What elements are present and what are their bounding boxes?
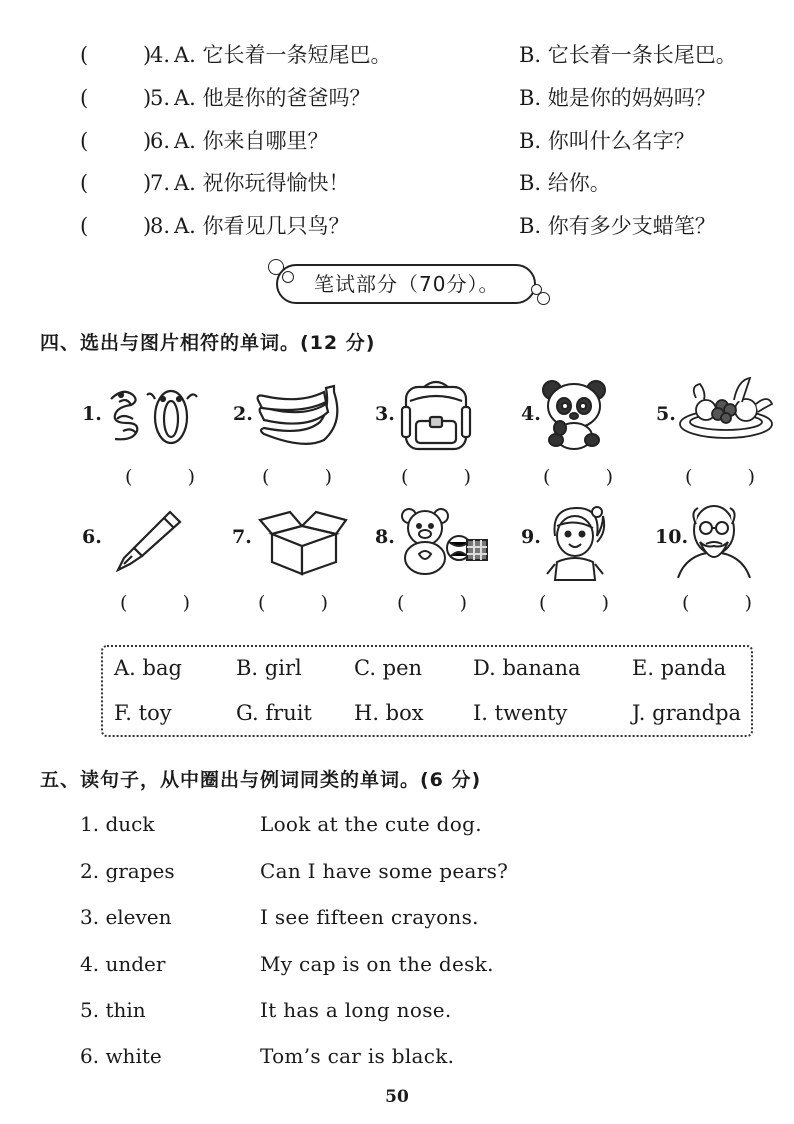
- answer-paren-left: (: [397, 592, 405, 614]
- answer-paren-right: ): [601, 592, 609, 614]
- sentence: My cap is on the desk.: [260, 952, 494, 976]
- answer-blank: [125, 466, 195, 488]
- answer-blank: [539, 592, 609, 614]
- word-bank-item: G. fruit: [236, 701, 312, 725]
- banner-title: 笔试部分（70分）。: [276, 264, 536, 304]
- answer-paren-right: ): [143, 43, 152, 67]
- sentence: I see fifteen crayons.: [260, 905, 479, 929]
- section-four-title: 四、选出与图片相符的单词。(12 分): [40, 332, 376, 354]
- picture-number: 3.: [375, 403, 395, 425]
- answer-paren-right: ): [324, 466, 332, 488]
- answer-paren-right: ): [747, 466, 755, 488]
- option-b: B. 她是你的妈妈吗？: [519, 86, 716, 110]
- example-word: 5. thin: [80, 998, 146, 1022]
- question-number: 6.: [150, 129, 171, 153]
- example-word: 4. under: [80, 952, 166, 976]
- answer-paren-right: ): [605, 466, 613, 488]
- answer-paren-right: ): [143, 129, 152, 153]
- picture-number: 10.: [655, 526, 689, 548]
- answer-paren-right: ): [463, 466, 471, 488]
- page-number: 50: [385, 1087, 409, 1107]
- question-row: [0, 163, 794, 203]
- option-a: A. 他是你的爸爸吗？: [174, 86, 371, 110]
- answer-paren-right: ): [459, 592, 467, 614]
- word-bank-item: A. bag: [114, 656, 182, 680]
- answer-paren-left: (: [262, 466, 270, 488]
- panda-icon: [538, 378, 610, 450]
- question-number: 8.: [150, 214, 171, 238]
- answer-paren-right: ): [320, 592, 328, 614]
- word-bank-item: C. pen: [354, 656, 423, 680]
- question-number: 5.: [150, 86, 171, 110]
- word-bank-item: H. box: [354, 701, 424, 725]
- answer-paren-right: ): [143, 86, 152, 110]
- example-word: 6. white: [80, 1044, 162, 1068]
- word-bank-item: I. twenty: [473, 701, 568, 725]
- answer-paren-right: ): [187, 466, 195, 488]
- picture-number: 1.: [82, 403, 102, 425]
- sentence: Tom’s car is black.: [260, 1044, 455, 1068]
- picture-number: 6.: [82, 526, 102, 548]
- fountain-pen-icon: [108, 508, 184, 572]
- answer-paren-left: (: [120, 592, 128, 614]
- answer-paren-right: ): [744, 592, 752, 614]
- answer-paren-left: (: [80, 171, 89, 195]
- answer-paren-left: (: [80, 129, 89, 153]
- option-a: A. 你看见几只鸟？: [174, 214, 350, 238]
- answer-paren-left: (: [401, 466, 409, 488]
- answer-paren-left: (: [685, 466, 693, 488]
- picture-number: 8.: [375, 526, 395, 548]
- answer-paren-left: (: [682, 592, 690, 614]
- answer-blank: [120, 592, 190, 614]
- picture-number: 5.: [656, 403, 676, 425]
- question-row: [0, 121, 794, 161]
- cardboard-box-icon: [256, 508, 348, 576]
- answer-blank: [397, 592, 467, 614]
- girl-icon: [545, 502, 607, 582]
- snake-and-number-zero-icon: [103, 385, 203, 447]
- question-row: [0, 35, 794, 75]
- option-b: B. 它长着一条长尾巴。: [519, 43, 737, 67]
- option-a: A. 祝你玩得愉快！: [174, 171, 350, 195]
- option-b: B. 你有多少支蜡笔？: [519, 214, 716, 238]
- answer-paren-left: (: [539, 592, 547, 614]
- section-five-title: 五、读句子，从中圈出与例词同类的单词。(6 分): [40, 769, 482, 791]
- answer-blank: [543, 466, 613, 488]
- option-a: A. 它长着一条短尾巴。: [174, 43, 392, 67]
- school-bag-icon: [396, 377, 476, 453]
- answer-blank: [258, 592, 328, 614]
- option-a: A. 你来自哪里？: [174, 129, 329, 153]
- sentence: Can I have some pears?: [260, 859, 509, 883]
- example-word: 1. duck: [80, 812, 155, 836]
- option-b: B. 你叫什么名字？: [519, 129, 695, 153]
- word-bank-item: F. toy: [114, 701, 172, 725]
- toys-icon: [395, 504, 491, 576]
- picture-number: 9.: [521, 526, 541, 548]
- answer-blank: [685, 466, 755, 488]
- word-bank-item: D. banana: [473, 656, 581, 680]
- answer-blank: [401, 466, 471, 488]
- example-word: 2. grapes: [80, 859, 175, 883]
- word-bank-item: E. panda: [632, 656, 727, 680]
- word-bank-item: B. girl: [236, 656, 302, 680]
- example-word: 3. eleven: [80, 905, 172, 929]
- answer-paren-right: ): [143, 171, 152, 195]
- answer-paren-left: (: [80, 43, 89, 67]
- question-number: 4.: [150, 43, 171, 67]
- sentence: Look at the cute dog.: [260, 812, 482, 836]
- answer-paren-left: (: [80, 86, 89, 110]
- answer-blank: [262, 466, 332, 488]
- option-b: B. 给你。: [519, 171, 611, 195]
- banner-bubble-decoration: [537, 292, 550, 305]
- picture-number: 2.: [233, 403, 253, 425]
- grandpa-icon: [676, 502, 752, 578]
- word-bank-item: J. grandpa: [632, 701, 742, 725]
- answer-paren-left: (: [125, 466, 133, 488]
- picture-number: 4.: [521, 403, 541, 425]
- sentence: It has a long nose.: [260, 998, 452, 1022]
- question-row: [0, 78, 794, 118]
- answer-paren-right: ): [143, 214, 152, 238]
- banana-icon: [254, 382, 349, 452]
- answer-blank: [682, 592, 752, 614]
- answer-paren-left: (: [543, 466, 551, 488]
- answer-paren-right: ): [182, 592, 190, 614]
- fruit-plate-icon: [676, 374, 776, 442]
- picture-number: 7.: [232, 526, 252, 548]
- question-number: 7.: [150, 171, 171, 195]
- question-row: [0, 206, 794, 246]
- answer-paren-left: (: [258, 592, 266, 614]
- answer-paren-left: (: [80, 214, 89, 238]
